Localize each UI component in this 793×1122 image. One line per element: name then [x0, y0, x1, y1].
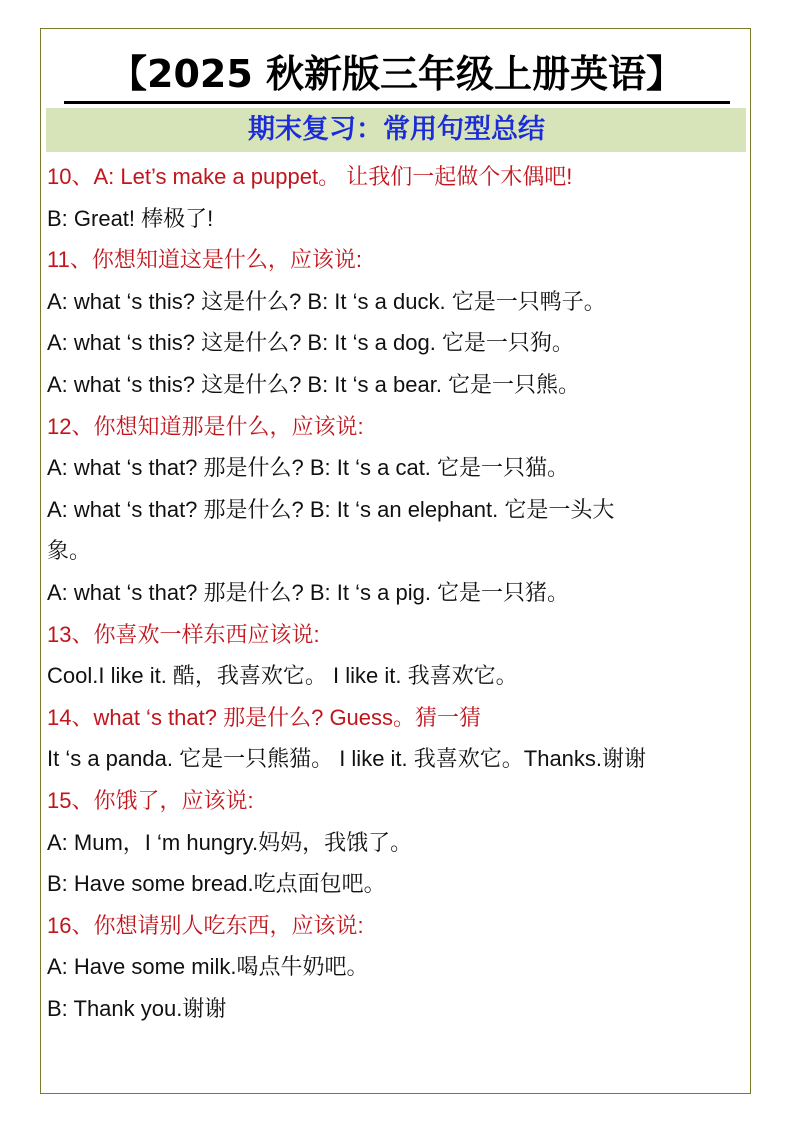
sentence-line: A: what ‘s that? 那是什么? B: It ‘s a cat. 它是一只猫。 — [47, 455, 570, 481]
sentence-line: B: Thank you.谢谢 — [47, 995, 227, 1021]
title-underline — [64, 101, 730, 104]
sentence-line: 象。 — [47, 538, 92, 564]
sentence-line: 14、what ‘s that? 那是什么? Guess。猜一猜 — [47, 704, 482, 730]
sentence-line: 12、你想知道那是什么，应该说: — [47, 413, 364, 439]
sentence-line: A: what ‘s this? 这是什么? B: It ‘s a bear. 它是一只熊。 — [47, 371, 581, 397]
sentence-line: Cool.I like it. 酷，我喜欢它。 I like it. 我喜欢它。 — [47, 663, 518, 689]
section-subtitle: 期末复习：常用句型总结 — [248, 114, 545, 145]
sentence-line: A: what ‘s that? 那是什么? B: It ‘s a pig. 它是一只猪。 — [47, 579, 570, 605]
sentence-line: 11、你想知道这是什么，应该说: — [47, 247, 362, 273]
sentence-line: A: what ‘s this? 这是什么? B: It ‘s a duck. 它是一只鸭子。 — [47, 288, 606, 314]
page-title: 【2025 秋新版三年级上册英语】 — [109, 52, 684, 96]
sentence-line: A: what ‘s this? 这是什么? B: It ‘s a dog. 它是一只狗。 — [47, 330, 574, 356]
sentence-line: It ‘s a panda. 它是一只熊猫。 I like it. 我喜欢它。Thanks.谢谢 — [47, 746, 647, 772]
sentence-line: 10、A: Let’s make a puppet。 让我们一起做个木偶吧! — [47, 164, 573, 189]
sentence-line: A: what ‘s that? 那是什么? B: It ‘s an elephant. 它是一头大 — [47, 496, 615, 522]
sentence-line: A: Have some milk.喝点牛奶吧。 — [47, 954, 369, 980]
sentence-list — [47, 156, 737, 1029]
sentence-line: B: Have some bread.吃点面包吧。 — [47, 871, 386, 897]
sentence-line: 16、你想请别人吃东西，应该说: — [47, 912, 364, 938]
sentence-line: 15、你饿了，应该说: — [47, 787, 254, 813]
sentence-line: B: Great! 棒极了! — [47, 205, 214, 231]
sentence-line: A: Mum，I ‘m hungry.妈妈，我饿了。 — [47, 829, 413, 855]
sentence-line: 13、你喜欢一样东西应该说: — [47, 621, 320, 647]
